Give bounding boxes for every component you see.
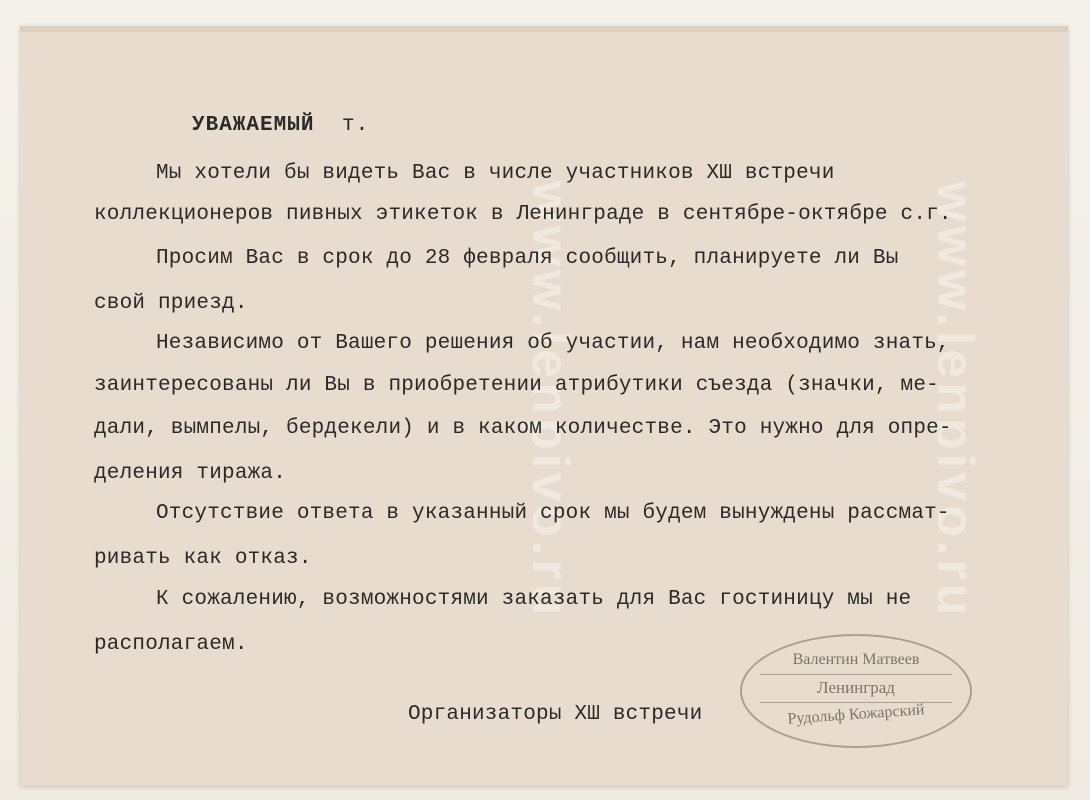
salutation-line	[192, 114, 369, 137]
body-line-2: коллекционеров пивных этикеток в Ленинграде в сентябре-октябре с.г.	[94, 203, 952, 226]
signature-line: Организаторы ХШ встречи	[408, 703, 703, 726]
body-line-12: располагаем.	[94, 633, 248, 656]
body-line-7: дали, вымпелы, бердекели) и в каком количестве. Это нужно для опре-	[94, 417, 952, 440]
stamp-line-1: Валентин Матвеев	[792, 651, 920, 668]
body-line-10: ривать как отказ.	[94, 547, 312, 570]
body-line-9: Отсутствие ответа в указанный срок мы будем вынуждены рассмат-	[156, 502, 950, 525]
stamp-line-2: Ленинград	[817, 678, 895, 697]
body-line-3: Просим Вас в срок до 28 февраля сообщить, планируете ли Вы	[156, 247, 899, 270]
salutation-suffix: т.	[342, 114, 370, 137]
body-line-1: Мы хотели бы видеть Вас в числе участников ХШ встречи	[156, 162, 835, 185]
watermark-left: www.lenpivo.ru	[521, 181, 579, 620]
sheet-edge	[20, 26, 1068, 32]
letter-sheet	[20, 26, 1068, 786]
body-line-6: заинтересованы ли Вы в приобретении атрибутики съезда (значки, ме-	[94, 374, 939, 397]
body-line-11: К сожалению, возможностями заказать для Вас гостиницу мы не	[156, 588, 912, 611]
body-line-8: деления тиража.	[94, 462, 287, 485]
body-line-5: Независимо от Вашего решения об участии, нам необходимо знать,	[156, 332, 950, 355]
body-line-4: свой приезд.	[94, 292, 248, 315]
watermark-right: www.lenpivo.ru	[926, 181, 984, 620]
stamp-divider-1	[760, 674, 952, 675]
salutation-word: УВАЖАЕМЫЙ	[192, 114, 315, 137]
stamp-line-3: Рудольф Кожарский	[786, 701, 925, 728]
ink-stamp	[740, 634, 972, 748]
